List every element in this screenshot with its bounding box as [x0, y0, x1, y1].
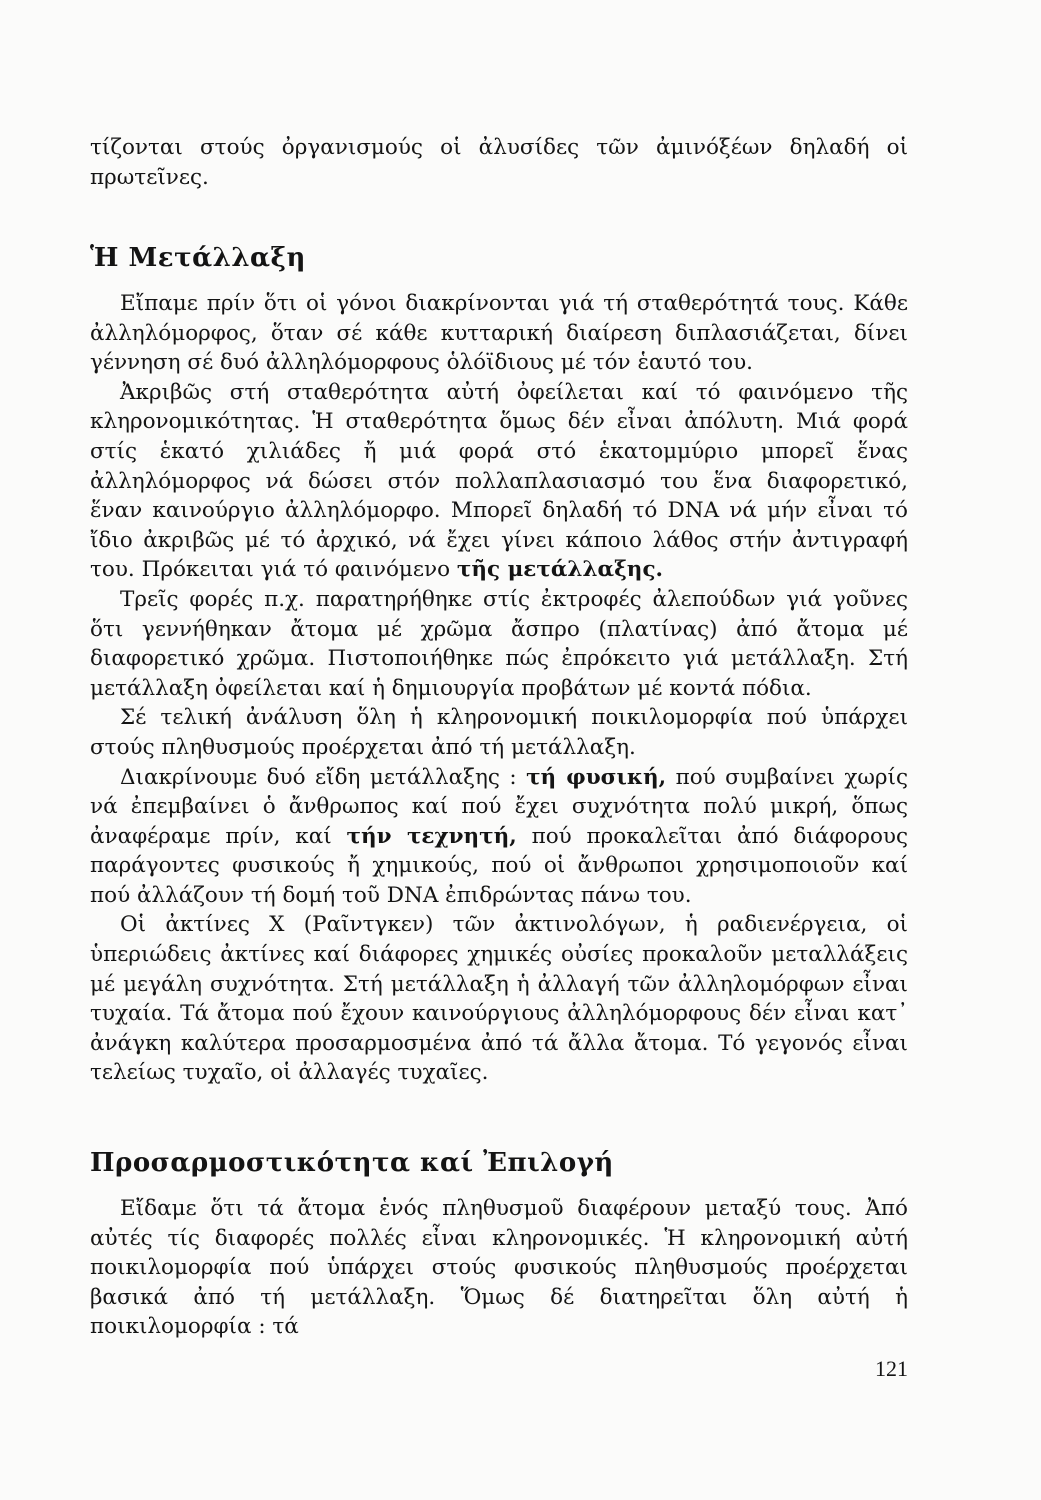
paragraph-mutation-types [90, 763, 908, 911]
types-middle: πού συμβαίνει χωρίς νά ἐπεμβαίνει ὁ ἄνθρωπος καί πού ἔχει συχνότητα πολύ μικρή, ὅπως ἀναφέραμε πρίν, καί [90, 764, 908, 849]
paragraph: Εἴδαμε ὅτι τά ἄτομα ἑνός πληθυσμοῦ διαφέρουν μεταξύ τους. Ἀπό αὐτές τίς διαφορές πολλές εἶναι κληρονομικές. Ἡ κληρονομική αὐτή ποικιλομορφία πού ὑπάρχει στούς φυσικούς πληθυσμούς προέρχεται βασικά ἀπό τή μετάλλαξη. Ὅμως δέ διατηρεῖται ὅλη αὐτή ἡ ποικιλομορφία : τά [90, 1196, 908, 1340]
types-end: πού προκαλεῖται ἀπό διάφορους παράγοντες φυσικούς ἤ χημικούς, πού οἱ ἄνθρωποι χρησιμοποιοῦν καί πού ἀλλάζουν τή δομή τοῦ DNA ἐπιδρώντας πάνω του. [90, 823, 909, 908]
paragraph: Εἴπαμε πρίν ὅτι οἱ γόνοι διακρίνονται γιά τή σταθερότητά τους. Κάθε ἀλληλόμορφος, ὅταν σέ κάθε κυτταρική διαίρεση διπλασιάζεται, δίνει γέννηση σέ δυό ἀλληλόμορφους ὁλόϊδιους μέ τόν ἑαυτό του. [90, 291, 908, 376]
term-artificial: τήν τεχνητή, [346, 823, 517, 849]
paragraph: Σέ τελική ἀνάλυση ὅλη ἡ κληρονομική ποικιλομορφία πού ὑπάρχει στούς πληθυσμούς προέρχεται ἀπό τή μετάλλαξη. [90, 705, 908, 760]
section-adaptation-body [90, 1194, 908, 1342]
paragraph: Οἱ ἀκτίνες Χ (Ραῖντγκεν) τῶν ἀκτινολόγων, ἡ ραδιενέργεια, οἱ ὑπεριώδεις ἀκτίνες καί διάφορες χημικές οὐσίες προκαλοῦν μεταλλάξεις μέ μεγάλη συχνότητα. Στή μετάλλαξη ἡ ἀλλαγή τῶν ἀλληλομόρφων εἶναι τυχαία. Τά ἄτομα πού ἔχουν καινούργιους ἀλληλόμορφους δέν εἶναι κατ᾽ ἀνάγκη καλύτερα προσαρμοσμένα ἀπό τά ἄλλα ἄτομα. Τό γεγονός εἶναι τελείως τυχαῖο, οἱ ἀλλαγές τυχαῖες. [90, 912, 908, 1086]
section-heading-mutation: Ἡ Μετάλλαξη [90, 243, 306, 273]
term-natural: τή φυσική, [526, 764, 667, 790]
paragraph [90, 378, 908, 585]
mutation-term: τῆς μετάλλαξης. [456, 557, 664, 583]
paragraph: Τρεῖς φορές π.χ. παρατηρήθηκε στίς ἐκτροφές ἀλεπούδων γιά γοῦνες ὅτι γεννήθηκαν ἄτομα μέ χρῶμα ἄσπρο (πλατίνας) ἀπό ἄτομα μέ διαφορετικό χρῶμα. Πιστοποιήθηκε πώς ἐπρόκειτο γιά μετάλλαξη. Στή μετάλλαξη ὀφείλεται καί ἡ δημιουργία προβάτων μέ κοντά πόδια. [90, 586, 908, 701]
intro-text [90, 133, 908, 192]
types-start: Διακρίνουμε δυό εἴδη μετάλλαξης : [120, 764, 517, 790]
section-heading-adaptation: Προσαρμοστικότητα καί Ἐπιλογή [90, 1148, 614, 1178]
page-number: 121 [875, 1356, 908, 1381]
intro-paragraph: τίζονται στούς ὀργανισμούς οἱ ἀλυσίδες τῶν ἀμινόξέων δηλαδή οἱ πρωτεῖνες. [90, 135, 908, 190]
section-mutation-body [90, 289, 908, 1088]
paragraph-text: Ἀκριβῶς στή σταθερότητα αὐτή ὀφείλεται καί τό φαινόμενο τῆς κληρονομικότητας. Ἡ σταθερότητα ὅμως δέν εἶναι ἀπόλυτη. Μιά φορά στίς ἑκατό χιλιάδες ἤ μιά φορά στό ἑκατομμύριο μπορεῖ ἕνας ἀλληλόμορφος νά δώσει στόν πολλαπλασιασμό του ἕνα διαφορετικό, ἕναν καινούργιο ἀλληλόμορφο. Μπορεῖ δηλαδή τό DNA νά μήν εἶναι τό ἴδιο ἀκριβῶς μέ τό ἀρχικό, νά ἔχει γίνει κάποιο λάθος στήν ἀντιγραφή του. Πρόκειται γιά τό φαινόμενο [90, 379, 908, 583]
